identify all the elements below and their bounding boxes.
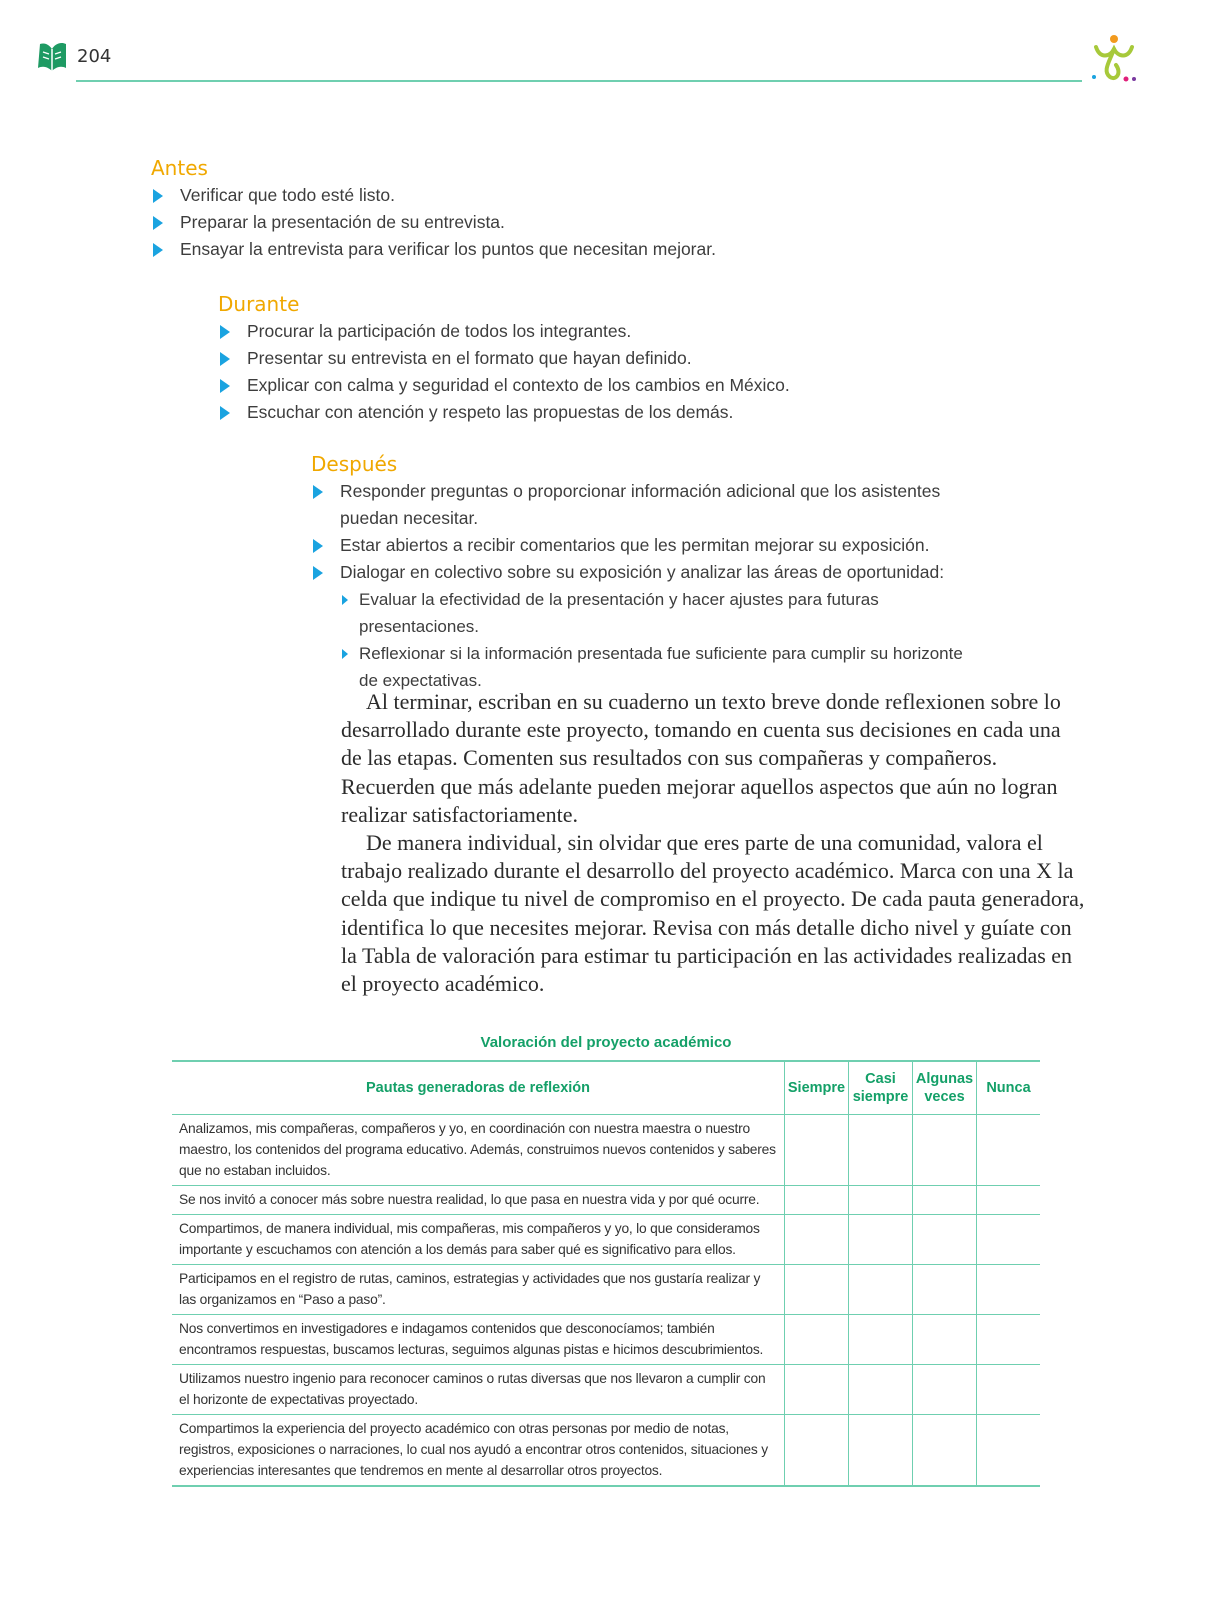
triangle-bullet-icon	[153, 189, 163, 203]
header-divider	[76, 80, 1082, 82]
mark-cell-almost-always[interactable]	[849, 1186, 913, 1215]
triangle-bullet-icon	[220, 352, 230, 366]
book-leaf-icon	[36, 40, 68, 74]
table-row	[172, 1215, 1040, 1265]
mark-cell-sometimes[interactable]	[913, 1315, 977, 1365]
mark-cell-almost-always[interactable]	[849, 1265, 913, 1315]
mark-cell-always[interactable]	[785, 1115, 849, 1186]
before-list	[151, 182, 851, 263]
mark-cell-never[interactable]	[977, 1265, 1041, 1315]
mark-cell-sometimes[interactable]	[913, 1215, 977, 1265]
list-item: Presentar su entrevista en el formato que hayan definido.	[218, 345, 918, 372]
triangle-bullet-icon	[220, 325, 230, 339]
sublist-item: Reflexionar si la información presentada fue suficiente para cumplir su horizonte de expectativas.	[340, 640, 979, 694]
criterion-text: Compartimos la experiencia del proyecto académico con otras personas por medio de notas, registros, exposiciones o narraciones, lo cual nos ayudó a encontrar otros contenidos, situaciones y experiencias interesantes que tendremos en mente al desarrollar otros proyectos.	[172, 1415, 785, 1487]
mark-cell-never[interactable]	[977, 1415, 1041, 1487]
triangle-bullet-icon	[153, 216, 163, 230]
triangle-bullet-icon	[313, 566, 323, 580]
reflection-paragraph: De manera individual, sin olvidar que eres parte de una comunidad, valora el trabajo realizado durante el desarrollo del proyecto académico. Marca con una X la celda que indique tu nivel de compromiso en el proyecto. De cada pauta generadora, identifica lo que necesites mejorar. Revisa con más detalle dicho nivel y guíate con la Tabla de valoración para estimar tu participación en las actividades realizadas en el proyecto académico.	[341, 830, 1085, 997]
never-header: Nunca	[977, 1061, 1041, 1115]
mark-cell-sometimes[interactable]	[913, 1415, 977, 1487]
mark-cell-always[interactable]	[785, 1215, 849, 1265]
before-title: Antes	[151, 156, 208, 180]
mark-cell-sometimes[interactable]	[913, 1365, 977, 1415]
list-item: Procurar la participación de todos los integrantes.	[218, 318, 918, 345]
criterion-text: Nos convertimos en investigadores e indagamos contenidos que desconocíamos; también encontramos respuestas, buscamos lecturas, seguimos algunas pistas e hicimos descubrimientos.	[172, 1315, 785, 1365]
table-header-row	[172, 1061, 1040, 1115]
triangle-bullet-icon	[313, 485, 323, 499]
mark-cell-always[interactable]	[785, 1415, 849, 1487]
mark-cell-never[interactable]	[977, 1186, 1041, 1215]
mark-cell-never[interactable]	[977, 1115, 1041, 1186]
table-row	[172, 1115, 1040, 1186]
table-row	[172, 1365, 1040, 1415]
mark-cell-almost-always[interactable]	[849, 1415, 913, 1487]
triangle-bullet-icon	[220, 406, 230, 420]
mark-cell-almost-always[interactable]	[849, 1215, 913, 1265]
mark-cell-never[interactable]	[977, 1315, 1041, 1365]
criteria-header: Pautas generadoras de reflexión	[172, 1061, 785, 1115]
after-title: Después	[311, 452, 398, 476]
mark-cell-always[interactable]	[785, 1265, 849, 1315]
mark-cell-always[interactable]	[785, 1186, 849, 1215]
almost-always-header: Casi siempre	[849, 1061, 913, 1115]
table-row	[172, 1315, 1040, 1365]
criterion-text: Se nos invitó a conocer más sobre nuestra realidad, lo que pasa en nuestra vida y por qué ocurre.	[172, 1186, 785, 1215]
list-item: Dialogar en colectivo sobre su exposición y analizar las áreas de oportunidad: Evaluar la efectividad de la presentación y hacer ajustes para futuras presentaciones. Reflexionar si la información presentada fue suficiente para cumplir su horizonte de expectativas.	[311, 559, 979, 694]
small-triangle-bullet-icon	[342, 595, 348, 605]
criterion-text: Compartimos, de manera individual, mis compañeras, mis compañeros y yo, lo que consideramos importante y escuchamos con atención a los demás para saber qué es significativo para ellos.	[172, 1215, 785, 1265]
mark-cell-sometimes[interactable]	[913, 1186, 977, 1215]
program-logo-icon	[1090, 33, 1138, 85]
sublist-item: Evaluar la efectividad de la presentación y hacer ajustes para futuras presentaciones.	[340, 586, 979, 640]
list-item: Escuchar con atención y respeto las propuestas de los demás.	[218, 399, 918, 426]
mark-cell-always[interactable]	[785, 1315, 849, 1365]
mark-cell-almost-always[interactable]	[849, 1365, 913, 1415]
small-triangle-bullet-icon	[342, 649, 348, 659]
criterion-text: Utilizamos nuestro ingenio para reconocer caminos o rutas diversas que nos llevaron a cumplir con el horizonte de expectativas proyectado.	[172, 1365, 785, 1415]
list-item: Explicar con calma y seguridad el contexto de los cambios en México.	[218, 372, 918, 399]
mark-cell-sometimes[interactable]	[913, 1265, 977, 1315]
sometimes-header: Algunas veces	[913, 1061, 977, 1115]
table-row	[172, 1265, 1040, 1315]
triangle-bullet-icon	[220, 379, 230, 393]
triangle-bullet-icon	[153, 243, 163, 257]
after-sublist	[340, 586, 979, 694]
table-row	[172, 1415, 1040, 1487]
list-item: Estar abiertos a recibir comentarios que les permitan mejorar su exposición.	[311, 532, 979, 559]
mark-cell-sometimes[interactable]	[913, 1115, 977, 1186]
reflection-paragraph: Al terminar, escriban en su cuaderno un texto breve donde reflexionen sobre lo desarrollado durante este proyecto, tomando en cuenta sus decisiones en cada una de las etapas. Comenten sus resultados con sus compañeras y compañeros. Recuerden que más adelante pueden mejorar aquellos aspectos que aún no logran realizar satisfactoriamente.	[341, 689, 1061, 827]
list-item: Verificar que todo esté listo.	[151, 182, 851, 209]
reflection-text	[341, 688, 1086, 998]
criterion-text: Participamos en el registro de rutas, caminos, estrategias y actividades que nos gustaría realizar y las organizamos en “Paso a paso”.	[172, 1265, 785, 1315]
criterion-text: Analizamos, mis compañeras, compañeros y yo, en coordinación con nuestra maestra o nuestro maestro, los contenidos del programa educativo. Además, construimos nuevos contenidos y saberes que no estaban incluidos.	[172, 1115, 785, 1186]
during-title: Durante	[218, 292, 300, 316]
after-list	[311, 478, 979, 694]
mark-cell-always[interactable]	[785, 1365, 849, 1415]
mark-cell-almost-always[interactable]	[849, 1315, 913, 1365]
table-row	[172, 1186, 1040, 1215]
mark-cell-never[interactable]	[977, 1365, 1041, 1415]
mark-cell-never[interactable]	[977, 1215, 1041, 1265]
assessment-table	[172, 1060, 1040, 1487]
list-item: Responder preguntas o proporcionar información adicional que los asistentes puedan necesitar.	[311, 478, 979, 532]
page-number: 204	[77, 46, 112, 67]
table-title: Valoración del proyecto académico	[480, 1034, 732, 1051]
triangle-bullet-icon	[313, 539, 323, 553]
during-list	[218, 318, 918, 426]
mark-cell-almost-always[interactable]	[849, 1115, 913, 1186]
list-item: Preparar la presentación de su entrevista.	[151, 209, 851, 236]
always-header: Siempre	[785, 1061, 849, 1115]
list-item: Ensayar la entrevista para verificar los puntos que necesitan mejorar.	[151, 236, 851, 263]
